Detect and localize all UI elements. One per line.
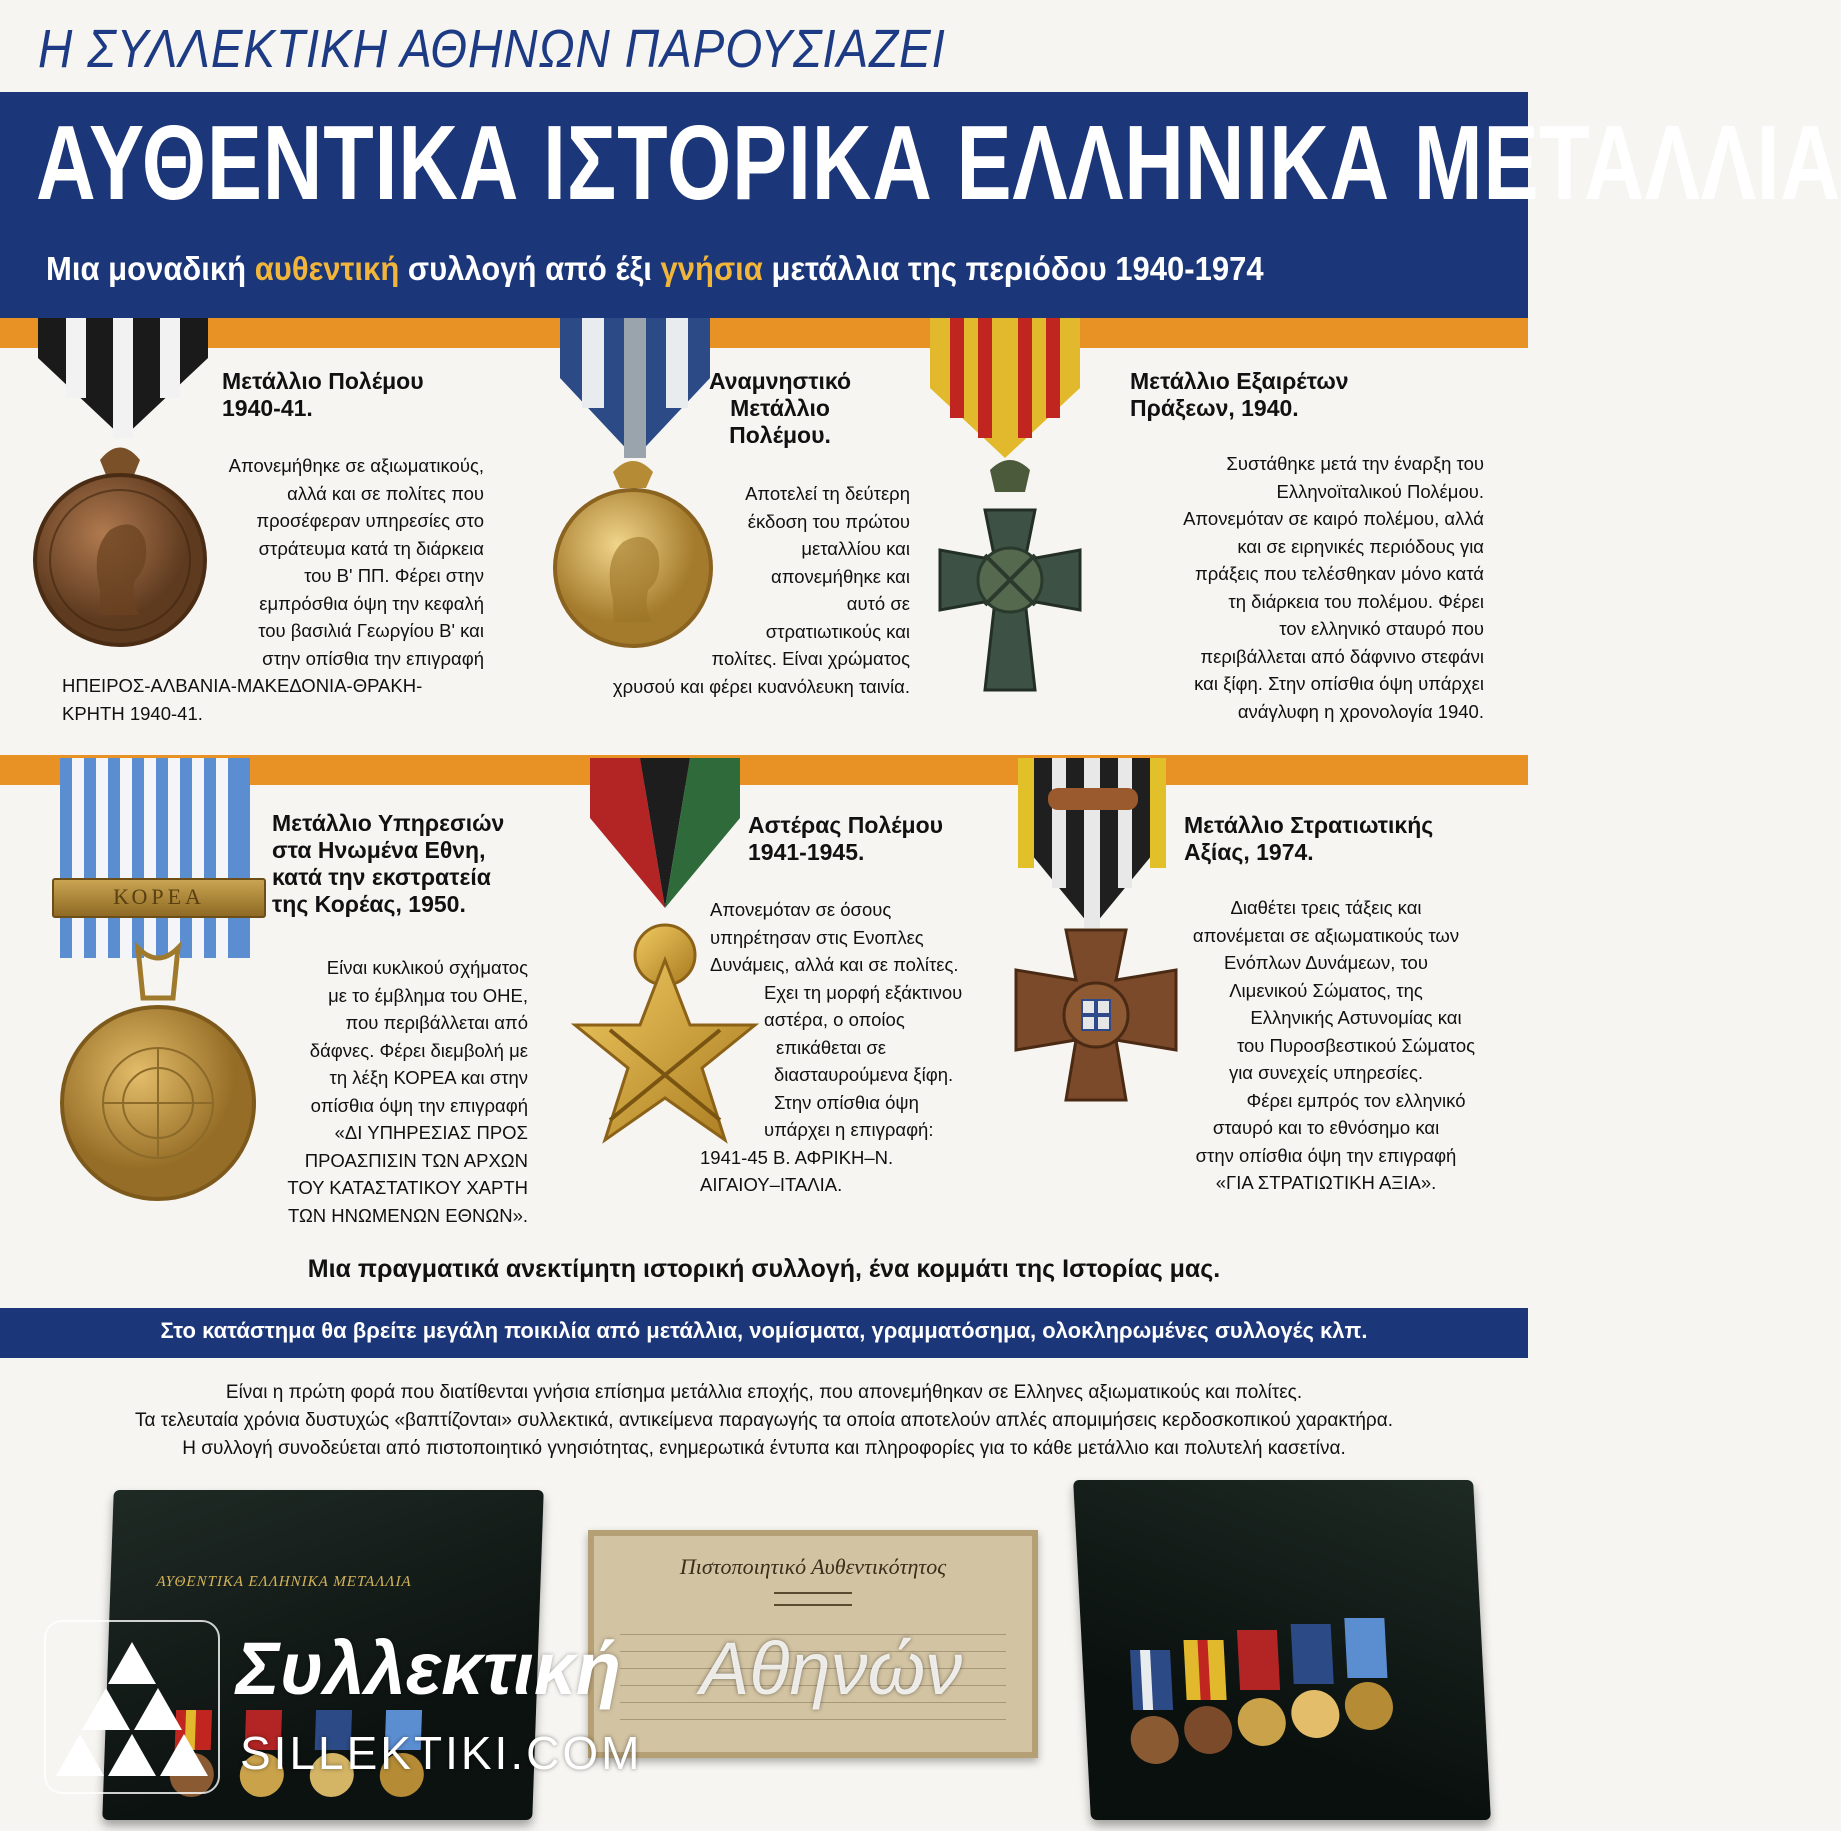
medal-3-description (1080, 450, 1484, 725)
desc-line: προσέφεραν υπηρεσίες στο (256, 510, 484, 531)
desc-line: υπηρέτησαν στις Ενοπλες (710, 926, 924, 948)
title-line: κατά την εκστρατεία (272, 864, 491, 890)
tagline: Μια πραγματικά ανεκτίμητη ιστορική συλλογή, ένα κομμάτι της Ιστορίας μας. (307, 1255, 1221, 1283)
desc-line: περιβάλλεται από δάφνινο στεφάνι (1200, 645, 1484, 667)
logo-triangles-icon (46, 1622, 218, 1792)
medal-3-image (930, 450, 1090, 710)
desc-line: χρυσού και φέρει κυανόλευκη ταινία. (612, 675, 910, 697)
desc-line: του Β' ΠΠ. Φέρει στην (304, 565, 484, 586)
desc-line: Φέρει εμπρός τον ελληνικό (1246, 1089, 1466, 1111)
subtitle-highlight: γνήσια (660, 250, 763, 287)
title-line: στα Ηνωμένα Εθνη, (272, 837, 486, 863)
subtitle-part: μετάλλια της περιόδου 1940-1974 (762, 250, 1264, 287)
desc-line: αλλά και σε πολίτες που (287, 482, 484, 504)
cross-medal-icon (930, 450, 1090, 710)
page-title: ΑΥΘΕΝΤΙΚΑ ΙΣΤΟΡΙΚΑ ΕΛΛΗΝΙΚΑ ΜΕΤΑΛΛΙΑ (36, 104, 1841, 222)
desc-line: οπίσθια όψη την επιγραφή (310, 1094, 528, 1116)
medal-3-title (1130, 368, 1349, 422)
desc-line: Διαθέτει τρεις τάξεις και (1230, 897, 1422, 918)
intro-line: Τα τελευταία χρόνια δυστυχώς «βαπτίζονται» συλλεκτικά, αντικείμενα παραγωγής τα οποία αποτελούν απλές απομιμήσεις κερδοσκοπικού χαρακτήρα. (134, 1410, 1393, 1431)
desc-line: Ενόπλων Δυνάμεων, του (1224, 952, 1428, 973)
medal-4-ribbon (60, 758, 250, 958)
desc-line: που περιβάλλεται από (345, 1012, 528, 1033)
desc-line: αστέρα, ο οποίος (764, 1009, 905, 1030)
title-line: Πολέμου. (729, 422, 831, 448)
case-right (1073, 1480, 1491, 1820)
ribbon-stripes-icon (590, 758, 740, 908)
desc-line: υπάρχει η επιγραφή: (764, 1119, 934, 1140)
orange-band-top (0, 318, 1528, 348)
page-subtitle (46, 250, 1264, 288)
desc-line: εμπρόσθια όψη την κεφαλή (259, 592, 484, 614)
store-strip-text: Στο κατάστημα θα βρείτε μεγάλη ποικιλία από μετάλλια, νομίσματα, γραμματόσημα, ολοκληρωμένες συλλογές κλπ. (160, 1318, 1368, 1343)
desc-line: του βασιλιά Γεωργίου Β' και (258, 620, 484, 641)
desc-line: ΠΡΟΑΣΠΙΣΙΝ ΤΩΝ ΑΡΧΩΝ (304, 1149, 528, 1171)
medal-4-title (272, 810, 504, 918)
desc-line: με το έμβλημα του ΟΗΕ, (328, 984, 528, 1006)
subtitle-part: συλλογή από έξι (399, 250, 661, 287)
title-line: Αναμνηστικό (708, 368, 852, 394)
desc-line: στην οπίσθια όψη την επιγραφή (1195, 1144, 1457, 1166)
desc-line: Ελληνικής Αστυνομίας και (1250, 1007, 1462, 1028)
desc-line: Απονεμόταν σε καιρό πολέμου, αλλά (1183, 508, 1484, 529)
title-line: της Κορέας, 1950. (272, 891, 466, 917)
desc-line: σταυρό και το εθνόσημο και (1212, 1117, 1440, 1138)
desc-line: στρατιωτικούς και (765, 620, 910, 642)
desc-line: ΗΠΕΙΡΟΣ-ΑΛΒΑΝΙΑ-ΜΑΚΕΔΟΝΙΑ-ΘΡΑΚΗ- (62, 675, 423, 696)
kicker-text: Η ΣΥΛΛΕΚΤΙΚΗ ΑΘΗΝΩΝ ΠΑΡΟΥΣΙΑΖΕΙ (38, 19, 946, 79)
medal-2-description (520, 480, 910, 700)
desc-line: Δυνάμεις, αλλά και σε πολίτες. (710, 954, 959, 975)
desc-line: 1941-45 Β. ΑΦΡΙΚΗ–Ν. (700, 1146, 894, 1168)
desc-line: και ξίφη. Στην οπίσθια όψη υπάρχει (1194, 673, 1484, 694)
desc-line: στράτευμα κατά τη διάρκεια (258, 537, 484, 559)
desc-line: επικάθεται σε (776, 1036, 887, 1058)
desc-line: Στην οπίσθια όψη (774, 1091, 919, 1113)
desc-line: απονεμήθηκε και (771, 565, 910, 587)
intro-line: Η συλλογή συνοδεύεται από πιστοποιητικό γνησιότητας, ενημερωτικά έντυπα και πληροφορίες για το κάθε μετάλλιο και πολυτελή κασετίνα. (182, 1438, 1346, 1459)
desc-line: Συστάθηκε μετά την έναρξη του (1226, 453, 1484, 474)
medal-1-description (52, 452, 484, 727)
desc-line: Εχει τη μορφή εξάκτινου (764, 981, 963, 1003)
desc-line: διασταυρούμενα ξίφη. (774, 1064, 954, 1085)
desc-line: ΚΡΗΤΗ 1940-41. (62, 702, 203, 724)
subtitle-highlight: αυθεντική (254, 250, 400, 287)
desc-line: αυτό σε (846, 593, 910, 614)
desc-line: ΑΙΓΑΙΟΥ–ΙΤΑΛΙΑ. (700, 1174, 843, 1195)
title-line: Πράξεων, 1940. (1130, 395, 1299, 421)
title-line: Μετάλλιο Εξαιρέτων (1130, 368, 1349, 394)
desc-line: Απονεμήθηκε σε αξιωματικούς, (228, 455, 484, 476)
medal-2-title (680, 368, 880, 449)
medals-in-case-icon (1121, 1630, 1470, 1810)
medal-5-ribbon (590, 758, 740, 908)
desc-line: Λιμενικού Σώματος, της (1229, 979, 1423, 1001)
desc-line: Απονεμόταν σε όσους (710, 899, 892, 920)
medal-3-ribbon (930, 318, 1080, 458)
title-line: 1940-41. (222, 395, 313, 421)
case-label: ΑΥΘΕΝΤΙΚΑ ΕΛΛΗΝΙΚΑ ΜΕΤΑΛΛΙΑ (156, 1574, 412, 1590)
title-line: Μετάλλιο (730, 395, 830, 421)
desc-line: Είναι κυκλικού σχήματος (326, 957, 528, 978)
desc-line: ΤΩΝ ΗΝΩΜΕΝΩΝ ΕΘΝΩΝ». (288, 1204, 528, 1226)
korea-clasp: ΚΟΡΕΑ (52, 878, 266, 918)
desc-line: Αποτελεί τη δεύτερη (745, 483, 910, 504)
desc-line: ανάγλυφη η χρονολογία 1940. (1237, 700, 1484, 722)
desc-line: ΤΟΥ ΚΑΤΑΣΤΑΤΙΚΟΥ ΧΑΡΤΗ (287, 1177, 528, 1198)
desc-line: πολίτες. Είναι χρώματος (711, 648, 910, 669)
desc-line: Ελληνοϊταλικού Πολέμου. (1276, 480, 1484, 502)
medal-1-ribbon (38, 318, 208, 438)
desc-line: έκδοση του πρώτου (747, 510, 910, 532)
desc-line: μεταλλίου και (801, 538, 910, 559)
logo-name-part1: Συλλεκτική (236, 1627, 621, 1710)
medal-6-title (1184, 812, 1433, 866)
desc-line: πράξεις που τελέσθηκαν μόνο κατά (1195, 563, 1484, 584)
certificate-title: Πιστοποιητικό Αυθεντικότητος (679, 1554, 947, 1579)
desc-line: τη λέξη ΚΟΡΕΑ και στην (329, 1067, 528, 1088)
intro-line: Είναι η πρώτη φορά που διατίθενται γνήσια επίσημα μετάλλια εποχής, που απονεμήθηκαν σε Ελληνες αξιωματικούς και πολίτες. (225, 1382, 1303, 1403)
desc-line: στην οπίσθια την επιγραφή (262, 647, 484, 669)
title-line: Αστέρας Πολέμου (748, 812, 944, 838)
medal-1-title (222, 368, 424, 422)
desc-line: και σε ειρηνικές περιόδους για (1237, 535, 1484, 557)
ribbon-stripes-icon (60, 758, 250, 958)
medal-5-description (700, 896, 1040, 1199)
title-line: Μετάλλιο Πολέμου (222, 368, 424, 394)
desc-line: απονέμεται σε αξιωματικούς των (1192, 924, 1460, 946)
title-line: Μετάλλιο Στρατιωτικής (1184, 812, 1434, 838)
title-line: 1941-1945. (748, 839, 865, 865)
medal-6-description (1140, 894, 1512, 1197)
title-line: Αξίας, 1974. (1184, 839, 1314, 865)
ribbon-stripes-icon (38, 318, 208, 438)
subtitle-part: Μια μοναδική (46, 250, 255, 287)
desc-line: για συνεχείς υπηρεσίες. (1228, 1062, 1424, 1083)
desc-line: «ΓΙΑ ΣΤΡΑΤΙΩΤΙΚΗ ΑΞΙΑ». (1215, 1172, 1437, 1193)
logo-url: SILLEKTIKI.COM (240, 1727, 643, 1779)
desc-line: του Πυροσβεστικού Σώματος (1236, 1034, 1476, 1056)
logo-name-part2: Αθηνών (700, 1627, 963, 1710)
medal-4-description (200, 954, 528, 1229)
desc-line: «ΔΙ ΥΠΗΡΕΣΙΑΣ ΠΡΟΣ (334, 1122, 528, 1143)
logo-mark (44, 1620, 220, 1794)
desc-line: δάφνες. Φέρει διεμβολή με (309, 1039, 528, 1061)
desc-line: τον ελληνικό σταυρό που (1279, 618, 1484, 639)
certificate-ornament-icon (774, 1592, 852, 1606)
ribbon-stripes-icon (930, 318, 1080, 458)
medal-5-title (748, 812, 943, 866)
desc-line: τη διάρκεια του πολέμου. Φέρει (1228, 590, 1484, 612)
title-line: Μετάλλιο Υπηρεσιών (272, 810, 505, 836)
